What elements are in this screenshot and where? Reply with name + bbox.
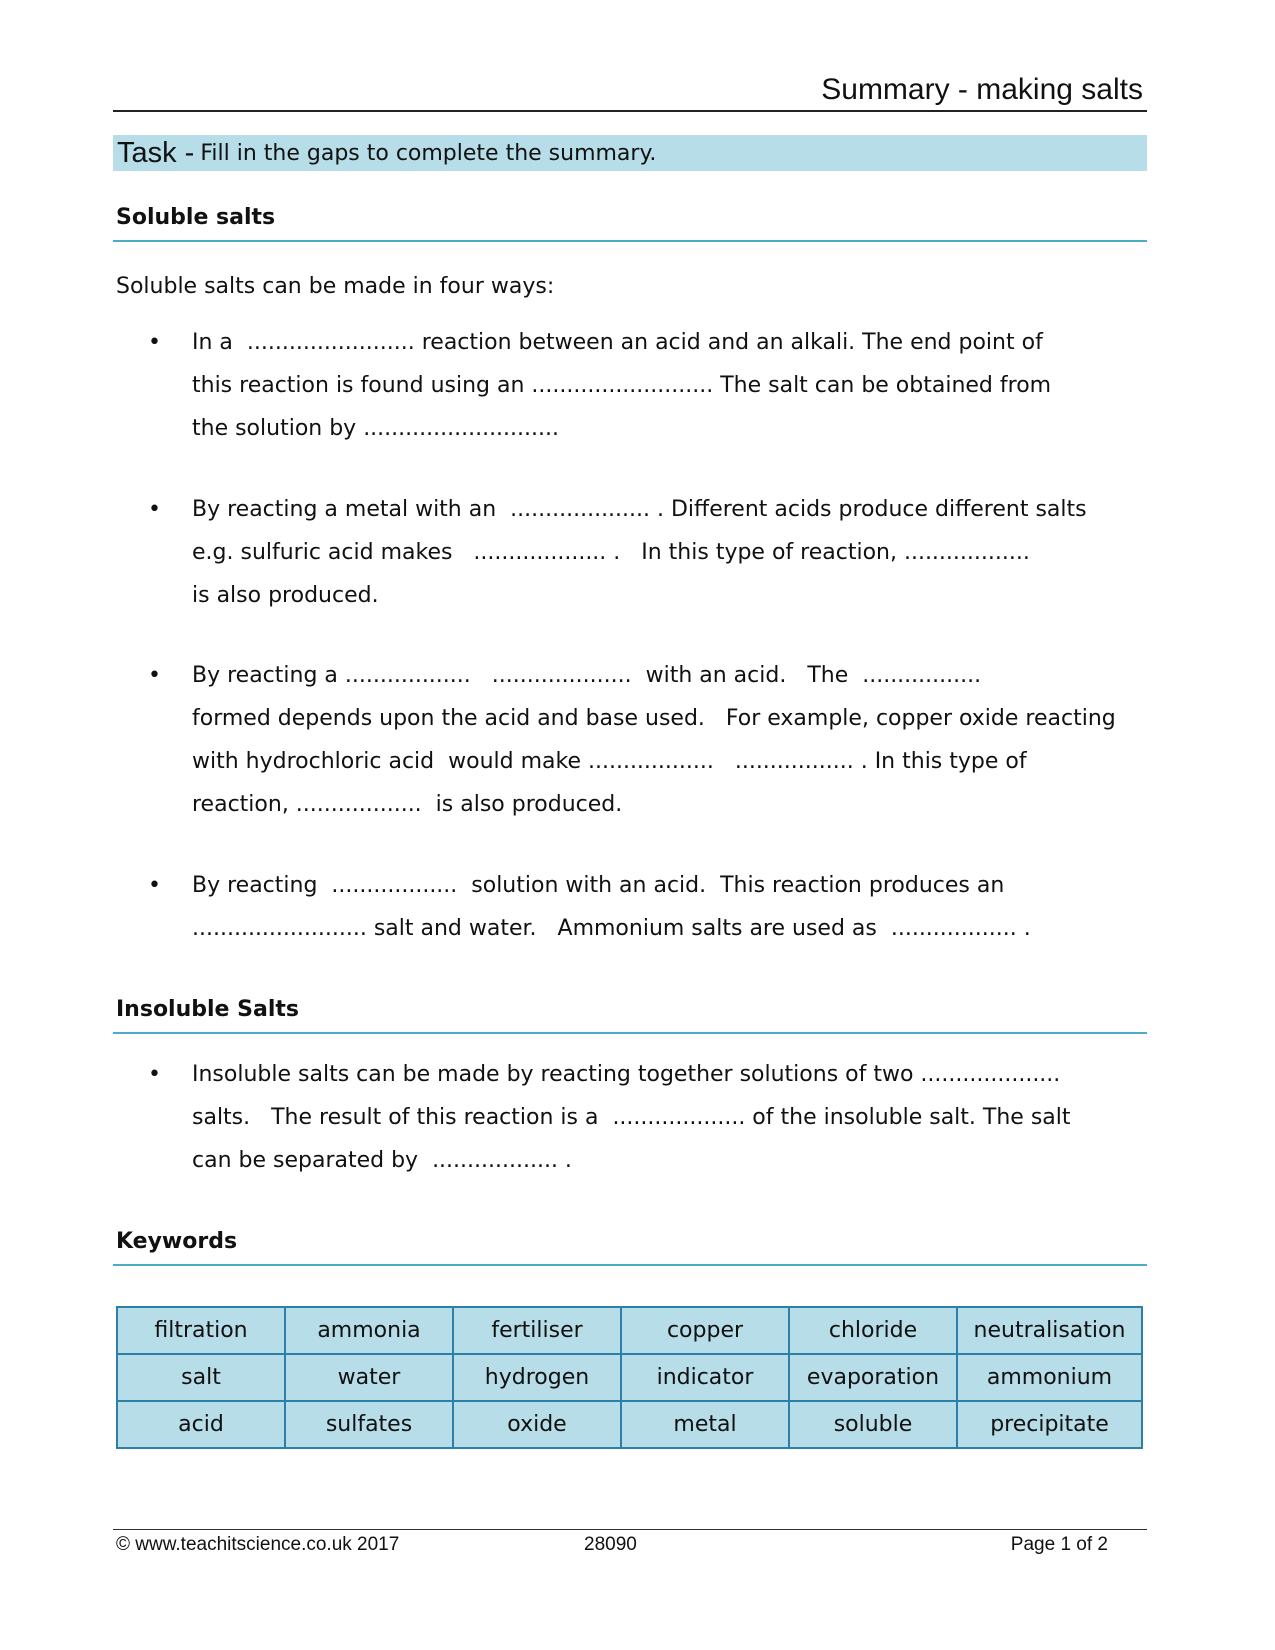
keywords-table [116,1306,1143,1449]
keyword-cell: indicator [621,1354,789,1401]
text-line: reaction, .................. is also produced. [192,792,623,817]
task-label: Task - [117,136,195,169]
text-line: can be separated by .................. . [192,1148,572,1173]
section-heading-soluble: Soluble salts [116,205,276,230]
keyword-cell: hydrogen [453,1354,621,1401]
text-line: salts. The result of this reaction is a ................... of the insoluble salt. The salt [192,1105,1071,1130]
footer-rule [113,1529,1147,1530]
text-line: is also produced. [192,583,379,608]
keyword-cell: sulfates [285,1401,453,1448]
text-line: By reacting .................. solution with an acid. This reaction produces an [192,873,1005,898]
text-line: with hydrochloric acid would make .................. ................. . In this type of [192,749,1027,774]
section-heading-keywords: Keywords [116,1229,238,1254]
keyword-cell: acid [117,1401,285,1448]
keyword-cell: precipitate [957,1401,1142,1448]
keyword-cell: chloride [789,1307,957,1354]
text-line: e.g. sulfuric acid makes ................... . In this type of reaction, .................. [192,540,1030,565]
keyword-cell: water [285,1354,453,1401]
keyword-cell: filtration [117,1307,285,1354]
table-row [117,1354,1142,1401]
table-row [117,1307,1142,1354]
bullet-icon: • [148,330,161,355]
keyword-cell: fertiliser [453,1307,621,1354]
text-line: In a ........................ reaction between an acid and an alkali. The end point of [192,330,1043,355]
keyword-cell: salt [117,1354,285,1401]
keyword-cell: soluble [789,1401,957,1448]
text-line: the solution by ............................ [192,416,559,441]
text-line: By reacting a .................. .................... with an acid. The ................. [192,663,982,688]
text-line: ......................... salt and water. Ammonium salts are used as .................. . [192,916,1031,941]
footer-page-number: Page 1 of 2 [1010,1534,1108,1555]
text-line: Insoluble salts can be made by reacting together solutions of two .................... [192,1062,1061,1087]
table-row [117,1401,1142,1448]
section-rule-soluble [113,240,1147,242]
section-heading-insoluble: Insoluble Salts [116,997,299,1022]
text-line: formed depends upon the acid and base used. For example, copper oxide reacting [192,706,1116,731]
task-bar [113,135,1147,171]
soluble-intro: Soluble salts can be made in four ways: [116,274,555,299]
keyword-cell: copper [621,1307,789,1354]
footer-copyright: © www.teachitscience.co.uk 2017 [116,1534,400,1555]
bullet-icon: • [148,663,161,688]
page-title: Summary - making salts [821,73,1143,106]
footer-code: 28090 [584,1534,637,1555]
keyword-cell: metal [621,1401,789,1448]
keyword-cell: neutralisation [957,1307,1142,1354]
section-rule-insoluble [113,1032,1147,1034]
bullet-icon: • [148,873,161,898]
keyword-cell: evaporation [789,1354,957,1401]
section-rule-keywords [113,1264,1147,1266]
title-rule [113,110,1147,112]
keyword-cell: ammonia [285,1307,453,1354]
text-line: By reacting a metal with an .................... . Different acids produce different salts [192,497,1087,522]
bullet-icon: • [148,1062,161,1087]
bullet-icon: • [148,497,161,522]
keyword-cell: oxide [453,1401,621,1448]
text-line: this reaction is found using an .......................... The salt can be obtained from [192,373,1052,398]
keyword-cell: ammonium [957,1354,1142,1401]
task-instruction: Fill in the gaps to complete the summary. [200,140,657,166]
